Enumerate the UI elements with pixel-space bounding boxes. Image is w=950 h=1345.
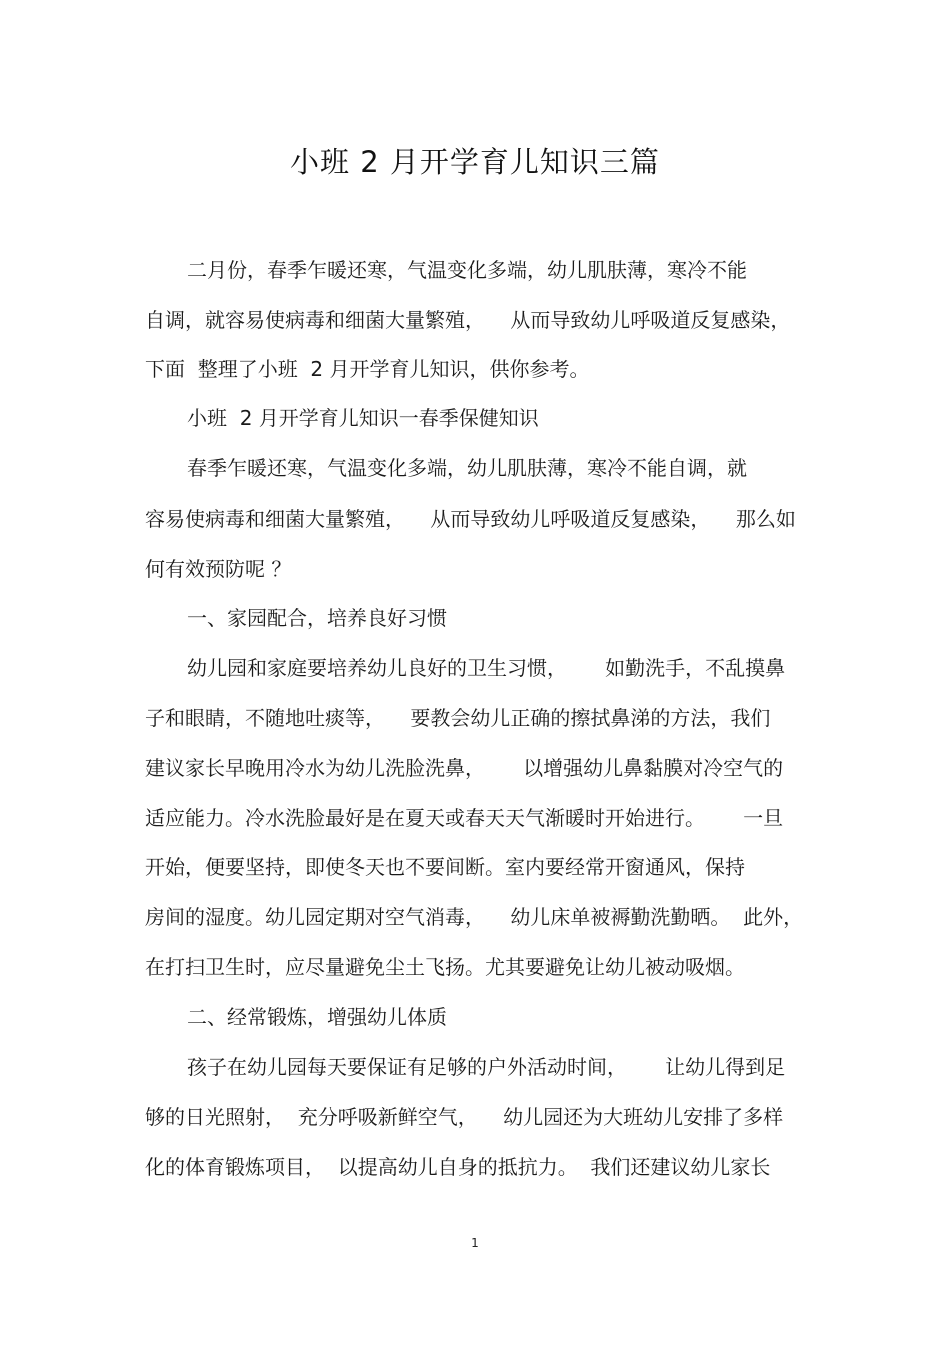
paragraph-line: 适应能力。冷水洗脸最好是在夏天或春天天气渐暖时开始进行。 一旦	[145, 806, 784, 830]
page-number: 1	[471, 1236, 479, 1250]
section-heading: 小班 2 月开学育儿知识一春季保健知识	[187, 406, 539, 430]
paragraph-line: 二月份，春季乍暖还寒，气温变化多端，幼儿肌肤薄，寒冷不能	[187, 258, 747, 282]
paragraph-line: 在打扫卫生时，应尽量避免尘土飞扬。尤其要避免让幼儿被动吸烟。	[145, 955, 745, 979]
section-heading: 一、家园配合，培养良好习惯	[187, 606, 447, 630]
paragraph-line: 自调，就容易使病毒和细菌大量繁殖， 从而导致幼儿呼吸道反复感染，	[145, 308, 791, 332]
paragraph-line: 幼儿园和家庭要培养幼儿良好的卫生习惯， 如勤洗手，不乱摸鼻	[187, 656, 786, 680]
paragraph-line: 建议家长早晚用冷水为幼儿洗脸洗鼻， 以增强幼儿鼻黏膜对冷空气的	[145, 756, 784, 780]
paragraph-line: 春季乍暖还寒，气温变化多端，幼儿肌肤薄，寒冷不能自调，就	[187, 456, 747, 480]
paragraph-line: 够的日光照射， 充分呼吸新鲜空气， 幼儿园还为大班幼儿安排了多样	[145, 1105, 784, 1129]
document-title: 小班 2 月开学育儿知识三篇	[290, 145, 660, 179]
paragraph-line: 容易使病毒和细菌大量繁殖， 从而导致幼儿呼吸道反复感染， 那么如	[145, 507, 796, 531]
paragraph-line: 孩子在幼儿园每天要保证有足够的户外活动时间， 让幼儿得到足	[187, 1055, 786, 1079]
paragraph-line: 化的体育锻炼项目， 以提高幼儿自身的抵抗力。 我们还建议幼儿家长	[145, 1155, 771, 1179]
paragraph-line: 何有效预防呢 ？	[145, 557, 292, 581]
paragraph-line: 子和眼睛，不随地吐痰等， 要教会幼儿正确的擦拭鼻涕的方法，我们	[145, 706, 771, 730]
section-heading: 二、经常锻炼，增强幼儿体质	[187, 1005, 447, 1029]
paragraph-line: 开始，便要坚持，即使冬天也不要间断。室内要经常开窗通风，保持	[145, 855, 745, 879]
paragraph-line: 房间的湿度。幼儿园定期对空气消毒， 幼儿床单被褥勤洗勤晒。 此外，	[145, 905, 804, 929]
paragraph-line: 下面 整理了小班 2 月开学育儿知识，供你参考。	[145, 357, 590, 381]
